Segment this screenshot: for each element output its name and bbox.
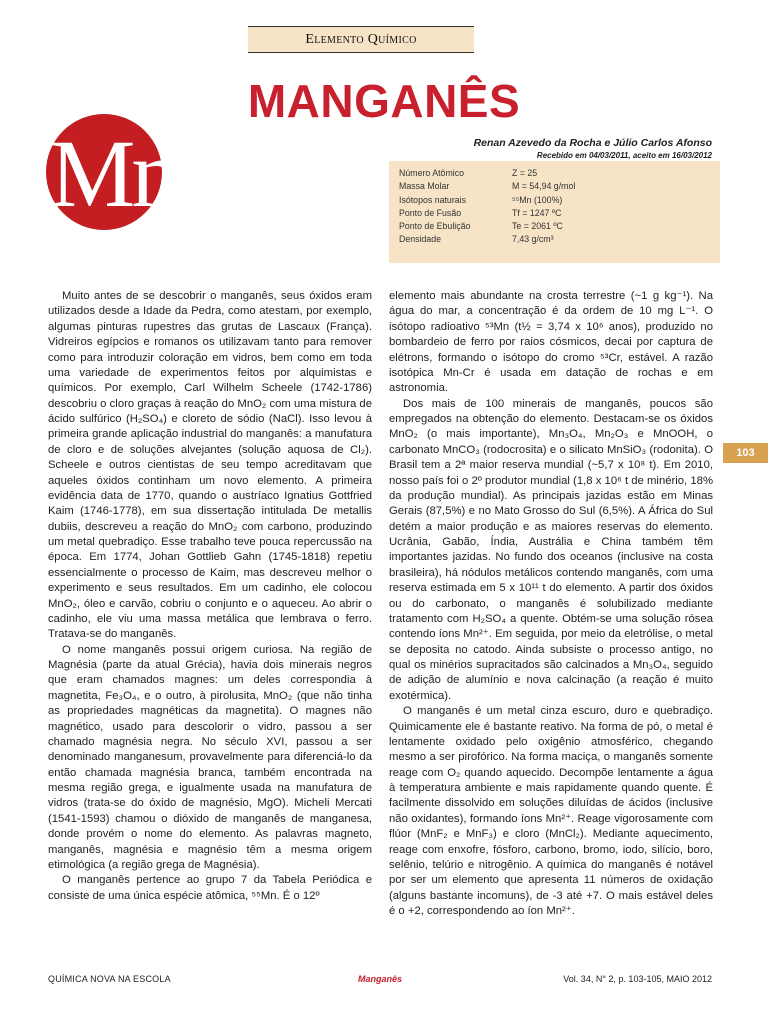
property-row [399,233,710,246]
property-value: Z = 25 [512,168,538,178]
paragraph: elemento mais abundante na crosta terrestre (~1 g kg⁻¹). Na água do mar, a concentração é da ordem de 10 mg L⁻¹. O isótopo radioativo ⁵³Mn (t½ = 3,74 x 10⁶ anos), produzido no bombardeio de ferro por raios cósmicos, decai por captura de elétrons, formando o isótopo do cromo ⁵³Cr, estável. A razão isotópica Mn-Cr é usada em datação de rochas e em astronomia. [389,290,713,395]
property-row [399,194,710,207]
right-column [389,289,713,919]
property-value: ⁵⁵Mn (100%) [512,194,563,205]
property-value: 7,43 g/cm³ [512,234,554,245]
property-value: M = 54,94 g/mol [512,181,576,192]
property-row [399,167,710,180]
paragraph: O manganês pertence ao grupo 7 da Tabela Periódica e consiste de uma única espécie atômica, ⁵⁵Mn. É o 12º [48,874,372,902]
journal-name: QUÍMICA NOVA NA ESCOLA [48,974,171,984]
property-label: Ponto de Ebulição [399,221,471,232]
property-row [399,220,710,233]
property-label: Massa Molar [399,181,450,192]
page-footer [48,974,712,988]
paragraph: O manganês é um metal cinza escuro, duro e quebradiço. Quimicamente ele é bastante reativo. Na forma de pó, o metal é lentamente oxidado pelo oxigênio atmosférico, chegando mesmo a ser pirofórico. Na forma maciça, o manganês somente reage com O₂ quando aquecido. Decompõe lentamente a água à temperatura ambiente e mais rapidamente quando quente. É facilmente dissolvido em soluções diluídas de ácidos (inclusive não oxidantes), formando íons Mn²⁺. Reage vigorosamente com flúor (MnF₂ e MnF₃) e cloro (MnCl₂). Mediante aquecimento, reage com enxofre, fósforo, carbono, bromo, iodo, silício, boro, selênio, telúrio e nitrogênio. A química do manganês é notável por ser um elemento que apresenta 11 números de oxidação (alguns bastante incomuns), de -3 até +7. O mais estável deles é o +2, correspondendo ao íon Mn²⁺. [389,705,713,917]
section-header: Elemento Químico [248,26,474,53]
property-value: Tf = 1247 ºC [512,207,562,218]
received-dates: Recebido em 04/03/2011, aceito em 16/03/2012 [536,151,712,160]
paragraph: Muito antes de se descobrir o manganês, seus óxidos eram utilizados desde a Idade da Pedra, como atestam, por exemplo, algumas pinturas rupestres das grutas de Lascaux (França). Vidreiros egípcios e romanos os utilizavam tanto para remover como para introduzir coloração em vidros, bem como em toda uma variedade de experimentos feitos por alquimistas e químicos. Por exemplo, Carl Wilhelm Scheele (1742-1786) descobriu o cloro graças à reação do MnO₂ com uma mistura de ácido sulfúrico (H₂SO₄) e cloreto de sódio (NaCl). Isso levou à primeira grande aplicação industrial do manganês: a manufatura de cloro e de soluções alvejantes (solução aquosa de Cl₂). Scheele e outros cientistas de seu tempo acreditavam que aqueles óxidos continham um novo elemento. A primeira evidência data de 1770, quando o austríaco Ignatius Gottfried Kaim (1746-1778), em sua dissertação intitulada De metallis dubiis, descreveu a reação do MnO₂ com carbono, produzindo um metal quebradiço. Esse trabalho teve pouca repercussão na época. Em 1774, Johan Gottlieb Gahn (1745-1818) repetiu essencialmente o processo de Kaim, mas descreveu melhor o experimento e seus resultados. Em um cadinho, ele colocou MnO₂, óleo e carvão, cobriu o conjunto e o aqueceu. Ao abrir o cadinho, ele viu uma massa metálica que lembrava o ferro. Tratava-se do manganês. [48,290,372,641]
property-label: Número Atômico [399,168,465,178]
paragraph: O nome manganês possui origem curiosa. Na região de Magnésia (parte da atual Grécia), havia dois minerais negros que eram chamados magnes: um deles correspondia à magnetita, Fe₃O₄, e o outro, à pirolusita, MnO₂ (que não tinha as propriedades magnéticas da magnetita). O magnes não magnético, usado para descolorir o vidro, passou a ser chamado magnésia negra. No século XVI, passou a ser denominado manganesum, provavelmente para diferenciá-lo da então chamada magnésia branca, também encontrada na mesma região grega, e igualmente usada na manufatura de vidros (trata-se do óxido de magnésio, MgO). Micheli Mercati (1541-1593) chamou o dióxido de manganês de manganesa, donde provém o nome do elemento. As palavras magneto, manganês, magnésia e magnésio têm a mesma origem etimológica (a região grega de Magnésia). [48,643,372,871]
property-row [399,180,710,193]
element-properties-box [389,161,720,263]
page-number-tab: 103 [723,443,768,463]
property-label: Isótopos naturais [399,194,466,205]
property-label: Ponto de Fusão [399,207,462,218]
left-column [48,289,372,904]
running-title: Manganês [357,974,402,984]
property-row [399,207,710,220]
authors: Renan Azevedo da Rocha e Júlio Carlos Afonso [473,137,712,149]
property-label: Densidade [399,234,442,245]
property-value: Te = 2061 ºC [512,221,563,232]
paragraph: Dos mais de 100 minerais de manganês, poucos são empregados na obtenção do elemento. Destacam-se os óxidos MnO₂ (o mais importante), Mn₃O₄, Mn₂O₃ e MnOOH, o carbonato MnCO₃ (rodocrosita) e o silicato MnSiO₃ (rodonita). O Brasil tem a 2ª maior reserva mundial (~5,7 x 10⁸ t). Em 2010, nosso país foi o 2º produtor mundial (1,8 x 10⁶ t de minério, 18% da produção mundial). As principais jazidas estão em Minas Gerais (87,5%) e no Mato Grosso do Sul (6,5%). A África do Sul detém a maior produção e as maiores reservas do elemento. Ucrânia, Gabão, Índia, Austrália e China também têm importantes jazidas. No fundo dos oceanos (inclusive na costa brasileira), há nódulos metálicos contendo manganês, com uma reserva estimada em 5 x 10¹¹ t do elemento. A partir dos óxidos ou do carbonato, o manganês é solubilizado mediante tratamento com H₂SO₄ a quente. Obtém-se uma solução rósea contendo íons Mn²⁺. Em seguida, por meio da eletrólise, o metal se deposita no catodo. Ainda subsiste o processo antigo, no qual os minérios supracitados são calcinados a Mn₃O₄, seguido de adição de alumínio e nova calcinação (a reação é muito exotérmica). [389,397,713,702]
element-symbol: Mn [50,120,176,227]
citation: Vol. 34, N° 2, p. 103-105, MAIO 2012 [563,974,712,984]
article-title: MANGANÊS [247,75,521,127]
